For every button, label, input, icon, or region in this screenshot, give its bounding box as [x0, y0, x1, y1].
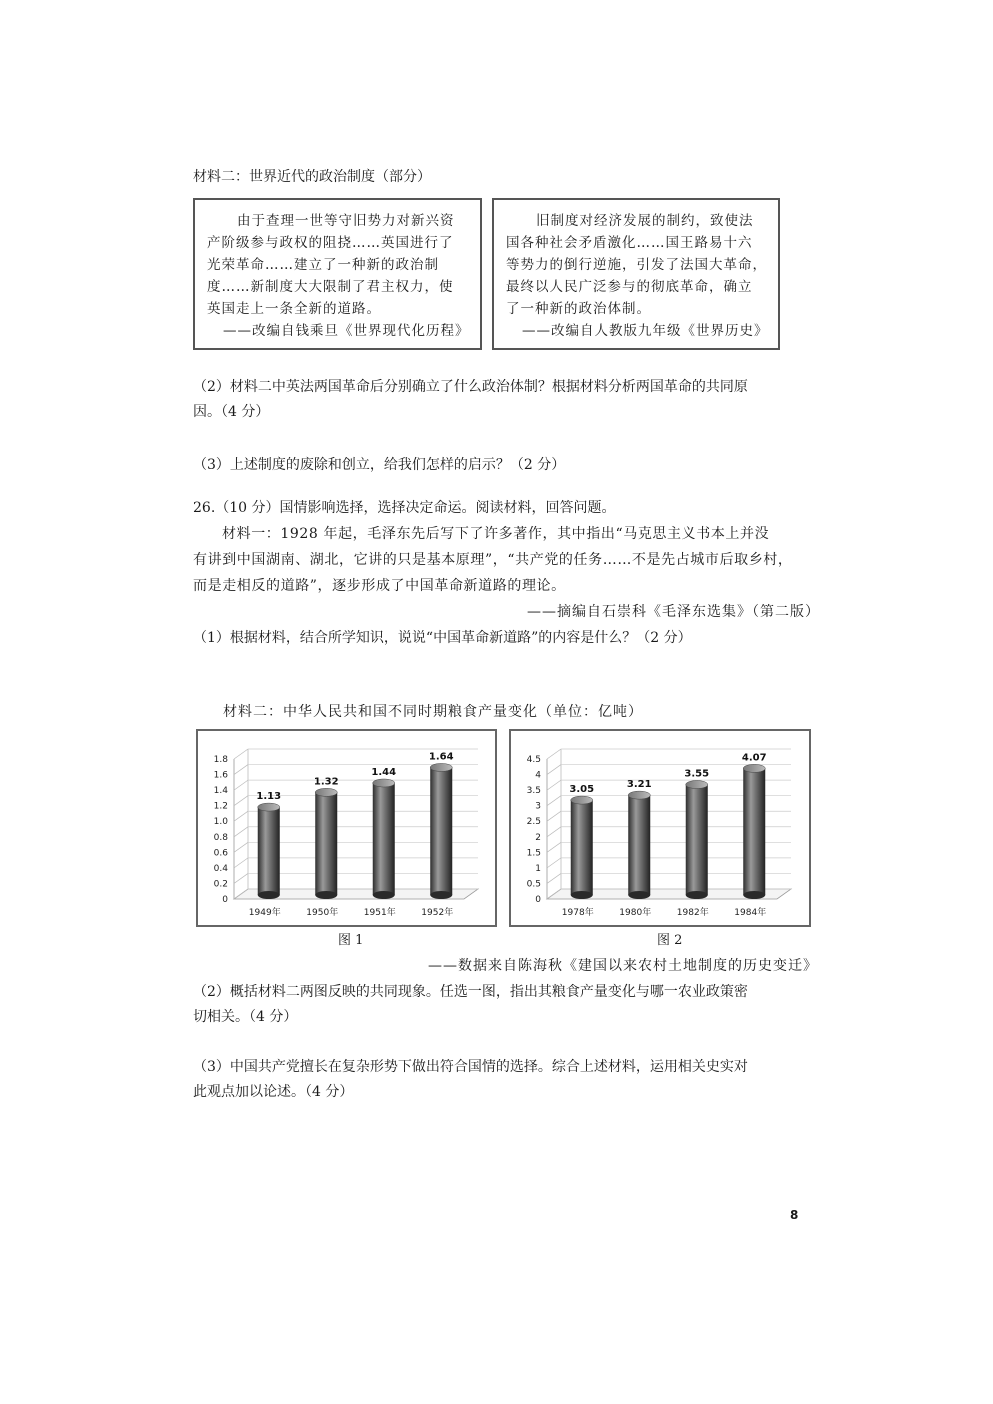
- material2-title: 材料二：世界近代的政治制度（部分）: [193, 169, 431, 185]
- bar-base: [258, 891, 280, 899]
- box-line: 由于查理一世等守旧势力对新兴资: [237, 213, 455, 229]
- box-line: 英国走上一条全新的道路。: [207, 301, 381, 317]
- gridline-diag: [234, 796, 248, 806]
- x-tick-label: 1952年: [421, 908, 454, 918]
- bar-base: [315, 891, 337, 899]
- box-source: ——改编自人教版九年级《世界历史》: [522, 323, 769, 339]
- gridline-diag: [234, 827, 248, 837]
- bar-top: [628, 791, 650, 799]
- bar: [571, 800, 593, 895]
- figure-1-label: 图 1: [338, 933, 364, 948]
- bar: [258, 807, 280, 895]
- question-26-header: 26.（10 分）国情影响选择，选择决定命运。阅读材料，回答问题。: [193, 500, 616, 516]
- bar: [315, 792, 337, 895]
- bar: [430, 767, 452, 895]
- question-25-2-line2: 因。（4 分）: [193, 404, 270, 420]
- question-26-3-line2: 此观点加以论述。（4 分）: [193, 1084, 354, 1100]
- material1-line: 而是走相反的道路”，逐步形成了中国革命新道路的理论。: [193, 578, 566, 594]
- y-tick-label: 0: [535, 895, 541, 905]
- charts-source: ——数据来自陈海秋《建国以来农村土地制度的历史变迁》: [428, 958, 818, 974]
- material1-source: ——摘编自石崇科《毛泽东选集》（第二版）: [527, 604, 820, 620]
- bar-top: [571, 796, 593, 804]
- gridline-diag: [234, 765, 248, 775]
- box-line: 产阶级参与政权的阻挠……英国进行了: [207, 235, 454, 251]
- question-26-1: （1）根据材料，结合所学知识，说说“中国革命新道路”的内容是什么？（2 分）: [193, 630, 692, 646]
- box-line: 了一种新的政治体制。: [506, 301, 651, 317]
- bar-top: [430, 763, 452, 771]
- x-tick-label: 1980年: [619, 908, 652, 918]
- y-tick-label: 0.4: [213, 863, 228, 874]
- bar-base: [743, 891, 765, 899]
- bar-base: [628, 891, 650, 899]
- chart-2-frame: [509, 729, 811, 927]
- gridline-diag: [234, 749, 248, 759]
- gridline-diag: [234, 873, 248, 883]
- y-tick-label: 4.5: [526, 755, 541, 765]
- bar: [373, 783, 395, 895]
- x-tick-label: 1984年: [734, 908, 767, 918]
- y-tick-label: 1: [535, 863, 541, 874]
- bar-top: [373, 779, 395, 787]
- y-tick-label: 0.2: [213, 879, 228, 890]
- data-label: 3.05: [569, 784, 595, 796]
- box-source: ——改编自钱乘旦《世界现代化历程》: [223, 323, 470, 339]
- figure-2-label: 图 2: [657, 933, 683, 948]
- y-tick-label: 1.0: [213, 817, 228, 828]
- gridline-diag: [234, 842, 248, 852]
- chart-1-frame: [196, 729, 497, 927]
- y-tick-label: 0.6: [213, 848, 228, 859]
- gridline-diag: [547, 827, 561, 837]
- x-tick-label: 1951年: [363, 908, 396, 918]
- data-label: 3.55: [684, 768, 710, 780]
- box-line: 国各种社会矛盾激化……国王路易十六: [506, 235, 753, 251]
- y-tick-label: 4: [535, 770, 541, 781]
- x-tick-label: 1950年: [306, 908, 339, 918]
- y-tick-label: 0.5: [526, 879, 541, 890]
- bar-top: [315, 788, 337, 796]
- y-tick-label: 1.6: [213, 770, 228, 781]
- bar-base: [686, 891, 708, 899]
- gridline-diag: [234, 811, 248, 821]
- gridline-diag: [234, 858, 248, 868]
- gridline-diag: [547, 858, 561, 868]
- box-line: 等势力的倒行逆施，引发了法国大革命，: [506, 257, 767, 273]
- data-label: 1.32: [313, 776, 339, 788]
- bar-top: [743, 764, 765, 772]
- data-label: 1.13: [256, 791, 282, 803]
- question-26-2-line2: 切相关。（4 分）: [193, 1009, 298, 1025]
- bar-base: [373, 891, 395, 899]
- box-line: 光荣革命……建立了一种新的政治制: [207, 257, 439, 273]
- question-26-3-line1: （3）中国共产党擅长在复杂形势下做出符合国情的选择。综合上述材料，运用相关史实对: [193, 1059, 748, 1075]
- y-tick-label: 0: [222, 895, 228, 905]
- gridline-diag: [547, 765, 561, 775]
- box-line: 最终以人民广泛参与的彻底革命，确立: [506, 279, 753, 295]
- question-25-3: （3）上述制度的废除和创立，给我们怎样的启示？（2 分）: [193, 457, 566, 473]
- y-tick-label: 3.5: [526, 786, 541, 797]
- gridline-diag: [547, 842, 561, 852]
- question-26-2-line1: （2）概括材料二两图反映的共同现象。任选一图，指出其粮食产量变化与哪一农业政策密: [193, 984, 748, 1000]
- data-label: 1.64: [428, 751, 454, 763]
- material2-chart-title: 材料二：中华人民共和国不同时期粮食产量变化（单位：亿吨）: [223, 704, 643, 720]
- chart-2: [511, 731, 809, 925]
- y-tick-label: 1.4: [213, 786, 228, 797]
- x-tick-label: 1982年: [676, 908, 709, 918]
- box-line: 度……新制度大大限制了君主权力，使: [207, 279, 454, 295]
- y-tick-label: 1.2: [213, 801, 228, 812]
- y-tick-label: 1.8: [213, 755, 228, 765]
- x-tick-label: 1978年: [561, 908, 594, 918]
- chart-1: [198, 731, 495, 925]
- gridline-diag: [547, 811, 561, 821]
- gridline-diag: [547, 796, 561, 806]
- material-box-england: [193, 198, 482, 350]
- x-tick-label: 1949年: [248, 908, 281, 918]
- material-box-france: [492, 198, 780, 350]
- bar-top: [686, 781, 708, 789]
- box-line: 旧制度对经济发展的制约，致使法: [536, 213, 754, 229]
- gridline-diag: [547, 749, 561, 759]
- bar-base: [430, 891, 452, 899]
- material1-line: 有讲到中国湖南、湖北，它讲的只是基本原理”，“共产党的任务……不是先占城市后取乡村，: [193, 552, 793, 568]
- y-tick-label: 0.8: [213, 832, 228, 843]
- gridline-diag: [547, 873, 561, 883]
- material1-line: 材料一：1928 年起，毛泽东先后写下了许多著作，其中指出“马克思主义书本上并没: [222, 526, 770, 542]
- y-tick-label: 1.5: [526, 848, 541, 859]
- bar: [743, 768, 765, 895]
- data-label: 1.44: [371, 767, 397, 778]
- gridline-diag: [234, 780, 248, 790]
- data-label: 3.21: [626, 779, 652, 791]
- data-label: 4.07: [741, 752, 767, 764]
- bar: [686, 785, 708, 895]
- y-tick-label: 2: [535, 832, 541, 843]
- page-number: 8: [790, 1208, 799, 1222]
- bar-base: [571, 891, 593, 899]
- y-tick-label: 3: [535, 801, 541, 812]
- question-25-2-line1: （2）材料二中英法两国革命后分别确立了什么政治体制？根据材料分析两国革命的共同原: [193, 379, 748, 395]
- bar: [628, 795, 650, 895]
- gridline-diag: [547, 780, 561, 790]
- y-tick-label: 2.5: [526, 817, 541, 828]
- bar-top: [258, 803, 280, 811]
